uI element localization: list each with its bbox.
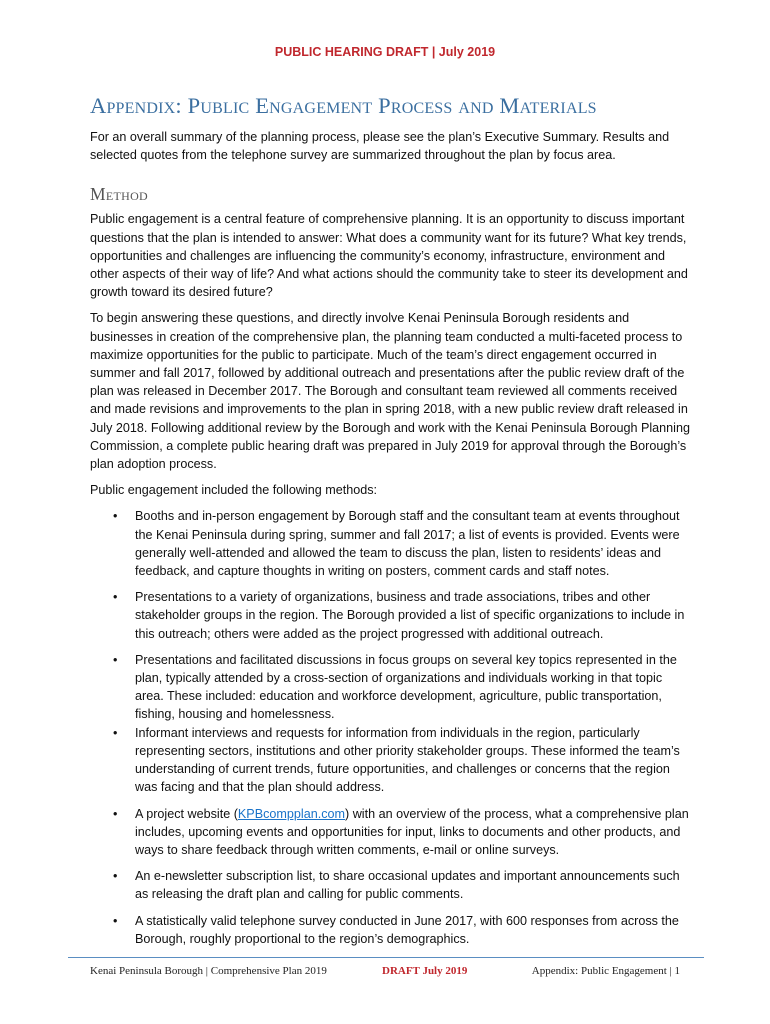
list-item — [113, 507, 690, 580]
footer-divider — [68, 957, 704, 958]
list-item-text: Presentations to a variety of organizations, business and trade associations, tribes and other stakeholder groups in the region. The Borough provided a list of specific organizations to include in this outreach; others were added as the project progressed with additional outreach. — [135, 590, 685, 641]
bullet-icon: • — [113, 590, 118, 605]
footer-plan-name: Kenai Peninsula Borough | Comprehensive Plan 2019 — [90, 965, 327, 977]
bullet-icon: • — [113, 652, 118, 667]
intro-paragraph: For an overall summary of the planning process, please see the plan’s Executive Summary. Results and selected quotes from the telephone survey are summarized throughout the plan by focus area. — [90, 130, 670, 163]
draft-header: PUBLIC HEARING DRAFT | July 2019 — [274, 45, 496, 59]
bullet-icon: • — [113, 509, 118, 524]
page-title: Appendix: Public Engagement Process and Materials — [90, 93, 597, 118]
list-item-text: Presentations and facilitated discussions in focus groups on several key topics represented in the plan, typically attended by a cross-section of organizations and individuals working in that topic area. These included: education and workforce development, agriculture, public transportation, fishing, housing and homelessness. — [135, 652, 677, 722]
methods-list — [90, 507, 690, 947]
method-paragraph-2: To begin answering these questions, and directly involve Kenai Peninsula Borough residents and businesses in creation of the comprehensive plan, the planning team conducted a multi-faceted process to maximize opportunities for the public to participate. Much of the team’s direct engagement occurred in summer and fall 2017, followed by additional outreach and presentations after the public review draft of the plan was released in December 2017. The Borough and consultant team reviewed all comments received and made revisions and improvements to the plan in spring 2018, with a new public review draft released in July 2018. Following additional review by the Borough and work with the Kenai Peninsula Borough Planning Commission, a complete public hearing draft was prepared in July 2019 for approval through the Borough’s plan adoption process. — [90, 311, 690, 472]
list-item-text: Informant interviews and requests for information from individuals in the region, particularly representing sectors, institutions and other priority stakeholder groups. These informed the team’s understanding of current trends, future opportunities, and challenges or concerns that the region was facing and that the plan should address. — [135, 725, 680, 795]
list-item-text: A statistically valid telephone survey conducted in June 2017, with 600 responses from across the Borough, roughly proportional to the region’s demographics. — [135, 913, 679, 946]
list-item — [113, 805, 690, 860]
website-bullet-after: ) with an overview of the process, what a comprehensive plan includes, upcoming events and opportunities for input, links to documents and other products, and ways to share feedback through written comments, e-mail or online surveys. — [135, 806, 689, 857]
website-bullet-before: A project website ( — [135, 806, 238, 821]
list-item — [113, 912, 690, 948]
methods-intro: Public engagement included the following methods: — [90, 483, 378, 498]
list-item — [113, 588, 690, 643]
footer-page-label: Appendix: Public Engagement | 1 — [531, 965, 680, 977]
list-item-text: Booths and in-person engagement by Borough staff and the consultant team at events throughout the Kenai Peninsula during spring, summer and fall 2017; a list of events is provided. Events were generally well-attended and allowed the team to discuss the plan, listen to residents’ ideas and feedback, and capture thoughts in writing on posters, comment cards and staff notes. — [135, 509, 680, 579]
method-paragraph-1: Public engagement is a central feature of comprehensive planning. It is an opportunity to discuss important questions that the plan is intended to answer: What does a community want for its future? What key trends, opportunities and challenges are influencing the community’s economy, infrastructure, environment and other aspects of their way of life? And what actions should the community take to steer its development and growth toward its desired future? — [90, 212, 688, 300]
method-heading: Method — [90, 184, 149, 205]
bullet-icon: • — [113, 869, 118, 884]
list-item — [113, 724, 690, 797]
page-content — [90, 92, 690, 956]
list-item — [113, 651, 690, 724]
project-website-link[interactable]: KPBcompplan.com — [237, 806, 346, 821]
list-item-text: An e-newsletter subscription list, to share occasional updates and important announcements such as releasing the draft plan and calling for public comments. — [135, 869, 680, 902]
footer-draft-label: DRAFT July 2019 — [382, 965, 468, 977]
bullet-icon: • — [113, 913, 118, 928]
list-item — [113, 867, 690, 903]
bullet-icon: • — [113, 725, 118, 740]
bullet-icon: • — [113, 806, 118, 821]
